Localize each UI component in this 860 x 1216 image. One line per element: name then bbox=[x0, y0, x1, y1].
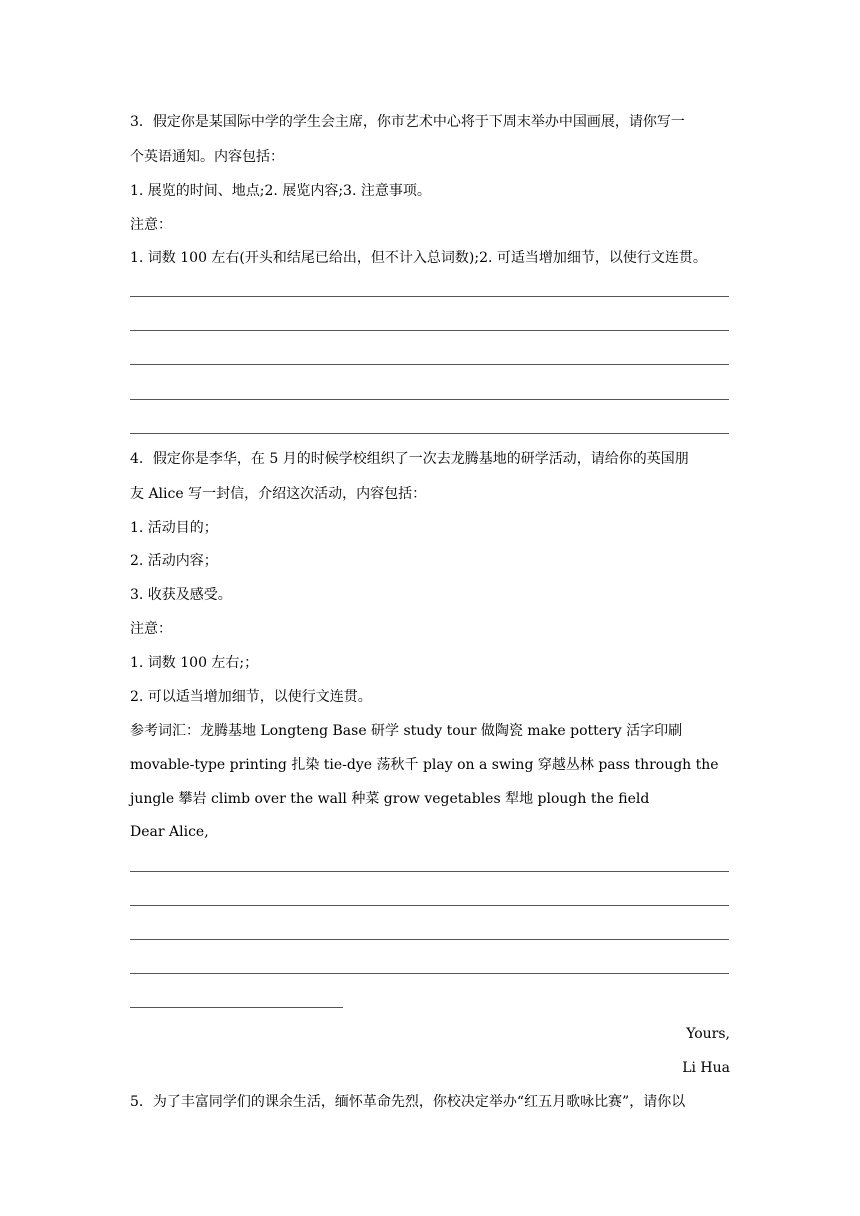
q3-answer-line[interactable] bbox=[130, 330, 729, 331]
q3-content-requirements: 1. 展览的时间、地点;2. 展览内容;3. 注意事项。 bbox=[130, 183, 431, 199]
q3-note-heading: 注意： bbox=[130, 217, 172, 233]
q4-requirement-1: 1. 活动目的； bbox=[130, 520, 218, 536]
letter-salutation: Dear Alice, bbox=[130, 824, 209, 840]
q4-prompt-line-1: 4．假定你是李华，在 5 月的时候学校组织了一次去龙腾基地的研学活动，请给你的英国朋 bbox=[130, 451, 689, 467]
q3-answer-line[interactable] bbox=[130, 364, 729, 365]
q3-answer-line[interactable] bbox=[130, 296, 729, 297]
q4-answer-line-short[interactable] bbox=[130, 1007, 343, 1008]
q3-answer-line[interactable] bbox=[130, 433, 729, 434]
q4-note-2: 2. 可以适当增加细节，以使行文连贯。 bbox=[130, 689, 372, 705]
q4-answer-line[interactable] bbox=[130, 939, 729, 940]
q4-vocabulary-line-2: movable-type printing 扎染 tie-dye 荡秋千 play on a swing 穿越丛林 pass through the bbox=[130, 757, 719, 773]
q4-answer-line[interactable] bbox=[130, 905, 729, 906]
q4-requirement-3: 3. 收获及感受。 bbox=[130, 587, 232, 603]
q4-vocabulary-line-1: 参考词汇：龙腾基地 Longteng Base 研学 study tour 做陶瓷 make pottery 活字印刷 bbox=[130, 723, 683, 739]
q5-prompt-line-1: 5．为了丰富同学们的课余生活，缅怀革命先烈，你校决定举办“红五月歌咏比赛”，请你以 bbox=[130, 1094, 686, 1110]
q4-answer-line[interactable] bbox=[130, 973, 729, 974]
letter-closing: Yours, bbox=[686, 1026, 730, 1042]
q4-vocabulary-line-3: jungle 攀岩 climb over the wall 种菜 grow vegetables 犁地 plough the field bbox=[130, 791, 650, 807]
q3-prompt-line-2: 个英语通知。内容包括： bbox=[130, 149, 284, 165]
q3-answer-line[interactable] bbox=[130, 399, 729, 400]
q3-note-text: 1. 词数 100 左右(开头和结尾已给出，但不计入总词数);2. 可适当增加细节，以使行文连贯。 bbox=[130, 250, 707, 266]
q4-requirement-2: 2. 活动内容； bbox=[130, 553, 218, 569]
q3-prompt-line-1: 3．假定你是某国际中学的学生会主席，你市艺术中心将于下周末举办中国画展，请你写一 bbox=[130, 114, 685, 130]
q4-prompt-line-2: 友 Alice 写一封信，介绍这次活动，内容包括： bbox=[130, 486, 427, 502]
letter-signature: Li Hua bbox=[682, 1060, 730, 1076]
q4-answer-line[interactable] bbox=[130, 871, 729, 872]
q4-note-heading: 注意： bbox=[130, 621, 172, 637]
q4-note-1: 1. 词数 100 左右;； bbox=[130, 655, 259, 671]
